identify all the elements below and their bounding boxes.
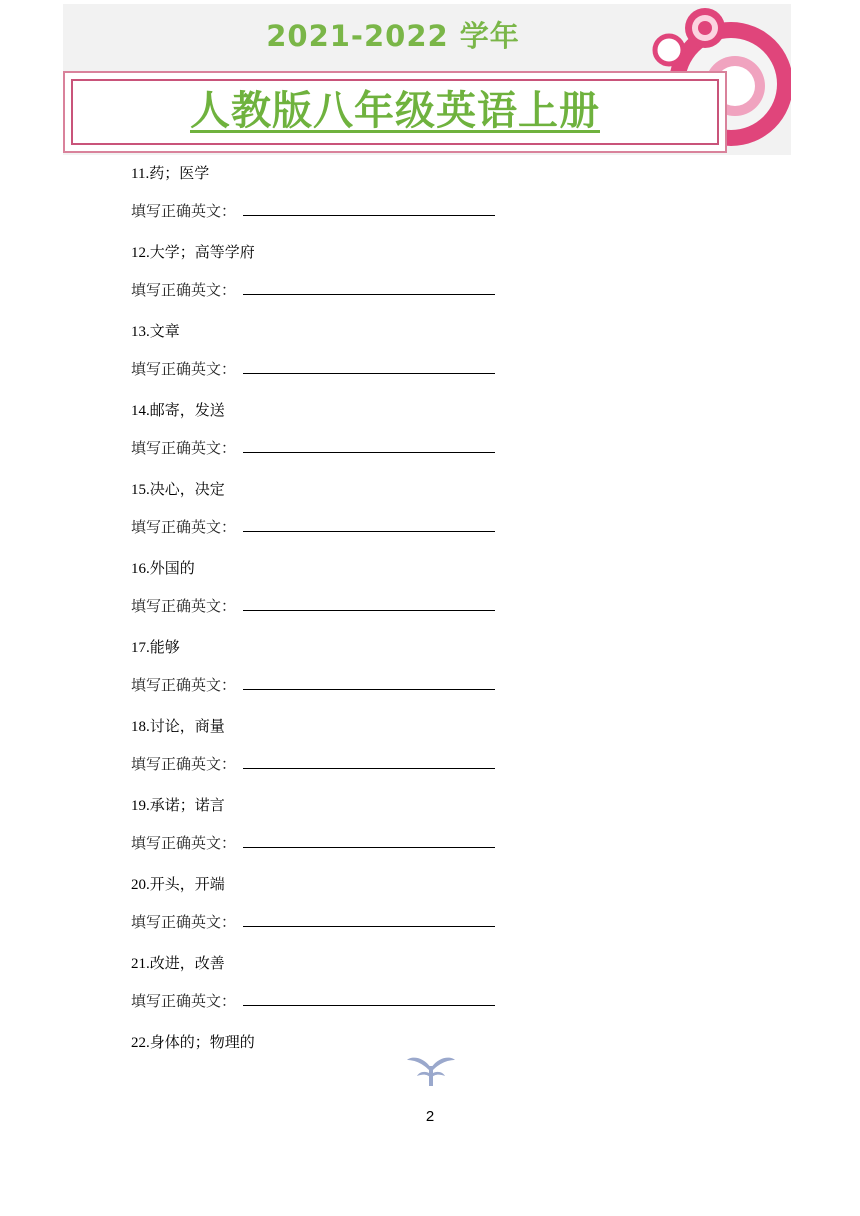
answer-blank[interactable] — [243, 294, 495, 295]
item-title: 13.文章 — [131, 324, 180, 340]
answer-label: 填写正确英文： — [131, 599, 237, 615]
answer-line — [131, 279, 236, 300]
answer-label: 填写正确英文： — [131, 915, 237, 931]
item-title: 19.承诺；诺言 — [131, 798, 225, 814]
answer-label: 填写正确英文： — [131, 362, 237, 378]
answer-blank[interactable] — [243, 373, 495, 374]
item-title: 20.开头，开端 — [131, 877, 225, 893]
answer-blank[interactable] — [243, 531, 495, 532]
item-title: 21.改进，改善 — [131, 956, 225, 972]
answer-label: 填写正确英文： — [131, 520, 237, 536]
answer-line — [131, 516, 236, 537]
year-heading: 2021-2022 学年 — [266, 19, 520, 53]
item-title: 22.身体的；物理的 — [131, 1035, 255, 1051]
title-frame — [63, 71, 727, 153]
answer-label: 填写正确英文： — [131, 283, 237, 299]
answer-line — [131, 990, 236, 1011]
answer-label: 填写正确英文： — [131, 836, 237, 852]
answer-blank[interactable] — [243, 768, 495, 769]
answer-line — [131, 358, 236, 379]
page-number: 2 — [425, 1108, 435, 1125]
answer-blank[interactable] — [243, 215, 495, 216]
header-banner — [63, 4, 791, 155]
answer-blank[interactable] — [243, 926, 495, 927]
item-title: 12.大学；高等学府 — [131, 245, 255, 261]
answer-blank[interactable] — [243, 847, 495, 848]
answer-blank[interactable] — [243, 689, 495, 690]
answer-line — [131, 674, 236, 695]
answer-line — [131, 200, 236, 221]
answer-line — [131, 437, 236, 458]
answer-blank[interactable] — [243, 1005, 495, 1006]
answer-line — [131, 595, 236, 616]
sprout-icon — [405, 1052, 457, 1088]
answer-label: 填写正确英文： — [131, 757, 237, 773]
item-title: 15.决心，决定 — [131, 482, 225, 498]
answer-label: 填写正确英文： — [131, 994, 237, 1010]
answer-line — [131, 832, 236, 853]
item-title: 11.药；医学 — [131, 166, 210, 182]
answer-label: 填写正确英文： — [131, 678, 237, 694]
item-title: 17.能够 — [131, 640, 180, 656]
answer-line — [131, 753, 236, 774]
answer-label: 填写正确英文： — [131, 441, 237, 457]
page-title: 人教版八年级英语上册 — [190, 88, 600, 134]
item-title: 18.讨论，商量 — [131, 719, 225, 735]
answer-label: 填写正确英文： — [131, 204, 237, 220]
answer-line — [131, 911, 236, 932]
item-title: 16.外国的 — [131, 561, 195, 577]
answer-blank[interactable] — [243, 610, 495, 611]
item-title: 14.邮寄，发送 — [131, 403, 225, 419]
answer-blank[interactable] — [243, 452, 495, 453]
